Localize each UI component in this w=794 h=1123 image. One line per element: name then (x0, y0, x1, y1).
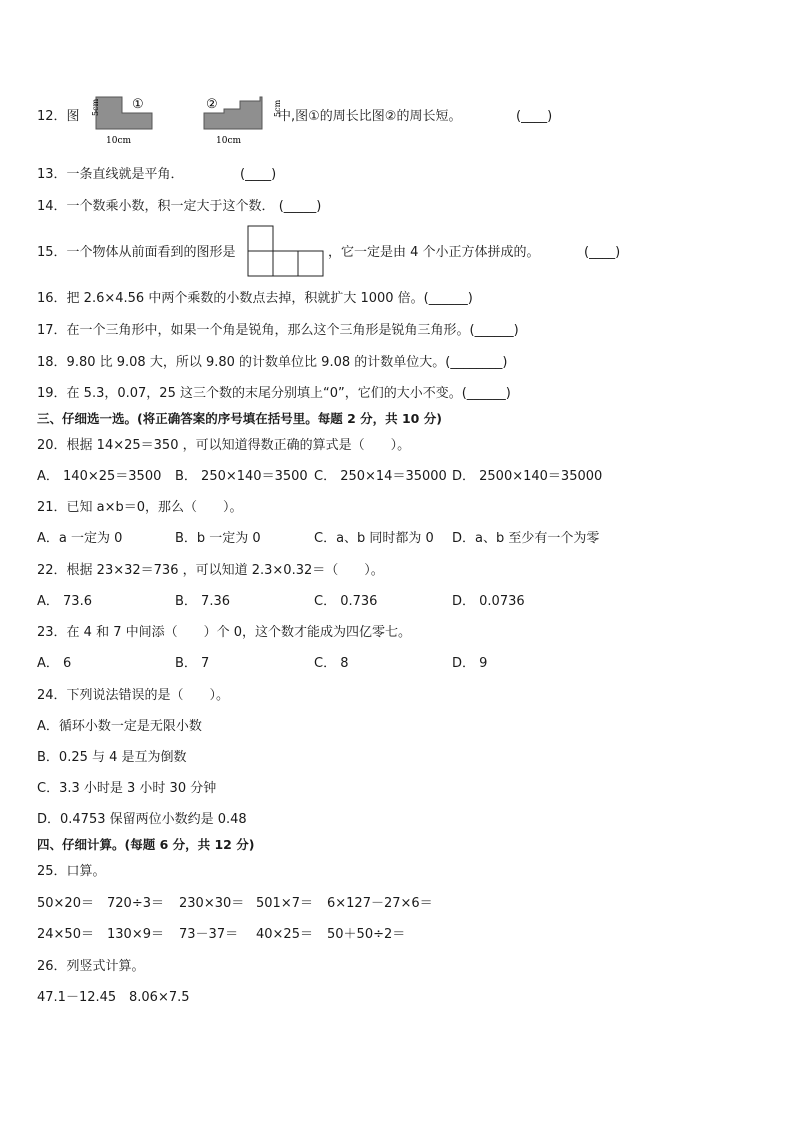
question-17-blank[interactable]: (______) (469, 323, 519, 338)
question-23-option-c[interactable]: C． 8 (314, 656, 349, 671)
question-18-blank[interactable]: (________) (445, 355, 508, 370)
question-24-stem: 24．下列说法错误的是（ ）。 (37, 688, 230, 703)
question-21-option-d[interactable]: D．a、b 至少有一个为零 (452, 531, 600, 546)
section-4-heading: 四、仔细计算。(每题 6 分，共 12 分) (37, 837, 255, 852)
figure-1-width-label: 10cm (106, 136, 132, 146)
question-23-stem: 23．在 4 和 7 中间添（ ）个 0，这个数才能成为四亿零七。 (37, 625, 412, 640)
question-22-stem: 22．根据 23×32＝736 ，可以知道 2.3×0.32＝（ ）。 (37, 563, 384, 578)
vertical-calc-item: 47.1－12.45 (37, 990, 117, 1005)
question-25-stem: 25．口算。 (37, 864, 106, 879)
question-21-option-a[interactable]: A．a 一定为 0 (37, 531, 123, 546)
question-13 (37, 166, 184, 184)
question-12-prefix: 12．图 (37, 109, 80, 124)
question-21-option-c[interactable]: C．a、b 同时都为 0 (314, 531, 434, 546)
calc-item: 50×20＝ (37, 896, 94, 911)
question-13-blank[interactable]: (____) (240, 167, 277, 182)
figure-2-label: ② (206, 97, 218, 112)
question-15-suffix: ，它一定是由 4 个小正方体拼成的。 (328, 245, 540, 260)
question-22-option-b[interactable]: B． 7.36 (175, 594, 230, 609)
question-26-stem: 26．列竖式计算。 (37, 959, 145, 974)
question-21-option-b[interactable]: B．b 一定为 0 (175, 531, 261, 546)
question-23-option-d[interactable]: D． 9 (452, 656, 488, 671)
question-16-text: 16．把 2.6×4.56 中两个乘数的小数点去掉，积就扩大 1000 倍。 (37, 291, 424, 306)
question-17 (37, 322, 519, 340)
calc-item: 50＋50÷2＝ (327, 927, 406, 942)
figure-1-height-label: 5cm (91, 98, 100, 116)
front-view-figure (247, 225, 327, 277)
calc-item: 501×7＝ (256, 896, 313, 911)
question-18-text: 18．9.80 比 9.08 大，所以 9.80 的计数单位比 9.08 的计数单位大。 (37, 355, 446, 370)
question-20-option-b[interactable]: B． 250×140＝3500 (175, 469, 308, 484)
question-18 (37, 354, 507, 372)
calc-item: 73－37＝ (179, 927, 239, 942)
calc-item: 720÷3＝ (107, 896, 164, 911)
question-23-option-b[interactable]: B． 7 (175, 656, 210, 671)
question-19-blank[interactable]: (______) (461, 386, 511, 401)
calc-item: 24×50＝ (37, 927, 94, 942)
figure-2 (200, 93, 282, 147)
question-16 (37, 290, 473, 308)
question-15-blank[interactable]: (____) (584, 245, 621, 260)
calc-item: 230×30＝ (179, 896, 245, 911)
calc-item: 6×127－27×6＝ (327, 896, 433, 911)
question-23-option-a[interactable]: A． 6 (37, 656, 72, 671)
question-14-text: 14．一个数乘小数，积一定大于这个数． (37, 199, 275, 214)
figure-2-height-label: 5cm (273, 99, 282, 117)
question-20-option-d[interactable]: D． 2500×140＝35000 (452, 469, 603, 484)
question-22-option-c[interactable]: C． 0.736 (314, 594, 378, 609)
question-19-text: 19．在 5.3，0.07，25 这三个数的末尾分别填上“0”，它们的大小不变。 (37, 386, 462, 401)
question-21-stem: 21．已知 a×b＝0，那么（ ）。 (37, 500, 243, 515)
question-12 (37, 108, 80, 126)
question-17-text: 17．在一个三角形中，如果一个角是锐角，那么这个三角形是锐角三角形。 (37, 323, 470, 338)
question-22-option-d[interactable]: D． 0.0736 (452, 594, 525, 609)
question-22-option-a[interactable]: A． 73.6 (37, 594, 92, 609)
calc-item: 130×9＝ (107, 927, 164, 942)
question-20-option-a[interactable]: A． 140×25＝3500 (37, 469, 162, 484)
question-24-option-d[interactable]: D．0.4753 保留两位小数约是 0.48 (37, 812, 247, 827)
figure-2-width-label: 10cm (216, 136, 242, 146)
figure-1 (82, 93, 160, 147)
calc-item: 40×25＝ (256, 927, 313, 942)
question-15-prefix: 15．一个物体从前面看到的图形是 (37, 245, 236, 260)
question-14 (37, 198, 321, 216)
question-12-suffix: 中,图①的周长比图②的周长短。 (278, 109, 462, 124)
figure-1-label: ① (132, 97, 144, 112)
question-12-blank[interactable]: (____) (516, 109, 553, 124)
question-13-text: 13．一条直线就是平角． (37, 167, 184, 182)
question-20-stem: 20．根据 14×25＝350 ，可以知道得数正确的算式是（ ）。 (37, 438, 411, 453)
section-3-heading: 三、仔细选一选。(将正确答案的序号填在括号里。每题 2 分，共 10 分) (37, 411, 442, 426)
question-16-blank[interactable]: (______) (423, 291, 473, 306)
question-19 (37, 385, 511, 403)
question-24-option-c[interactable]: C．3.3 小时是 3 小时 30 分钟 (37, 781, 217, 796)
question-14-blank[interactable]: (_____) (278, 199, 322, 214)
question-24-option-b[interactable]: B．0.25 与 4 是互为倒数 (37, 750, 187, 765)
question-24-option-a[interactable]: A．循环小数一定是无限小数 (37, 719, 202, 734)
vertical-calc-item: 8.06×7.5 (129, 990, 190, 1005)
question-20-option-c[interactable]: C． 250×14＝35000 (314, 469, 447, 484)
